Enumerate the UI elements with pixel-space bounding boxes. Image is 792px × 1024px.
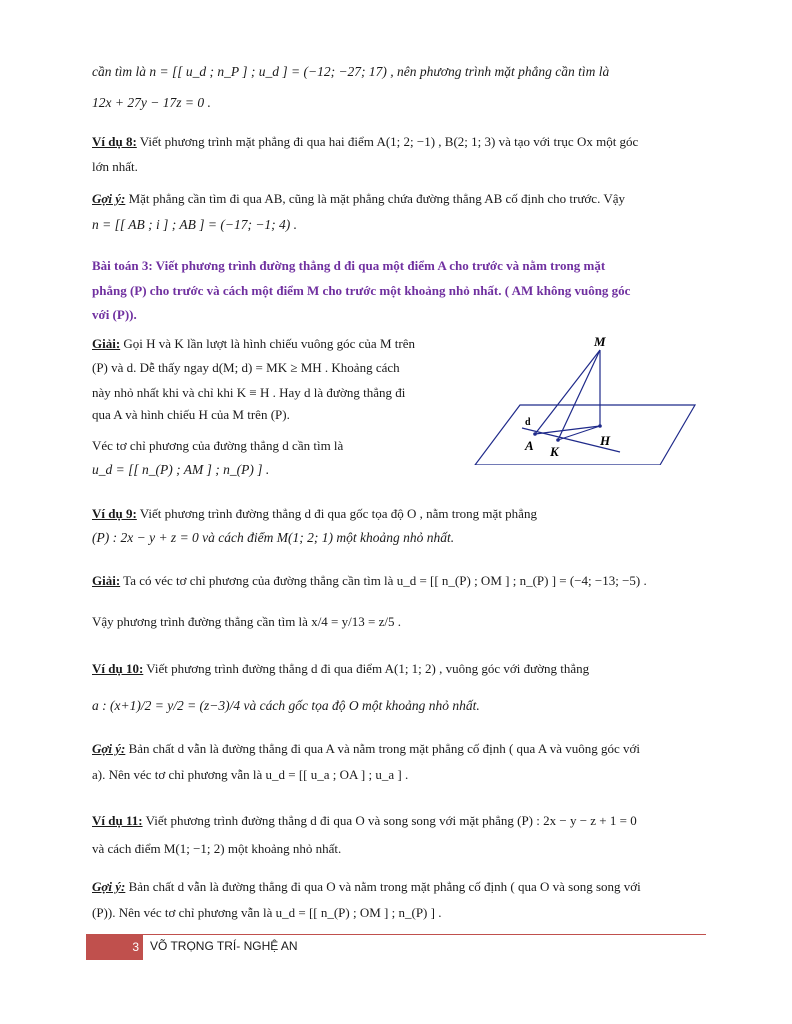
text-line: (P)). Nên véc tơ chỉ phương vẫn là u_d = [[ n_(P) ; OM ] ; n_(P) ] .	[92, 905, 442, 920]
solution-line: (P) và d. Dễ thấy ngay d(M; d) = MK ≥ MH . Khoảng cách	[92, 360, 400, 375]
segment-ma	[535, 350, 600, 434]
label-m: M	[594, 334, 606, 349]
example-label: Ví dụ 9:	[92, 506, 137, 521]
equation-line: a : (x+1)/2 = y/2 = (z−3)/4 và cách gốc tọa độ O một khoảng nhỏ nhất.	[92, 698, 480, 713]
solution-9: Giải: Ta có véc tơ chỉ phương của đường thẳng cần tìm là u_d = [[ n_(P) ; OM ] ; n_(P) ] = (−4; −13; −5) .	[92, 573, 647, 588]
point-h	[598, 424, 602, 428]
footer-rule	[86, 934, 706, 935]
example-9: Ví dụ 9: Viết phương trình đường thẳng d đi qua gốc tọa độ O , nằm trong mặt phẳng	[92, 506, 537, 521]
text-line: lớn nhất.	[92, 159, 138, 174]
page-number: 3	[132, 940, 139, 954]
text-line: cần tìm là n = [[ u_d ; n_P ] ; u_d ] = (−12; −27; 17) , nên phương trình mặt phẳng cần tìm là	[92, 64, 610, 79]
geometry-figure	[470, 330, 700, 465]
label-d: d	[525, 417, 531, 428]
label-k: K	[550, 444, 559, 459]
hint-11: Gợi ý: Bản chất d vẫn là đường thẳng đi qua O và nằm trong mặt phẳng cố định ( qua O và song song với	[92, 879, 641, 894]
label-h: H	[600, 433, 611, 448]
equation-line: u_d = [[ n_(P) ; AM ] ; n_(P) ] .	[92, 462, 270, 477]
problem-3-heading: Bài toán 3: Viết phương trình đường thẳng d đi qua một điểm A cho trước và nằm trong mặt	[92, 258, 606, 273]
example-label: Ví dụ 8:	[92, 134, 137, 149]
hint-label: Gợi ý:	[92, 741, 126, 756]
solution-line: này nhỏ nhất khi và chỉ khi K ≡ H . Hay d là đường thẳng đi	[92, 385, 406, 400]
label-a: A	[525, 438, 534, 453]
equation-line: 12x + 27y − 17z = 0 .	[92, 95, 211, 110]
equation-line: n = [[ AB ; i ] ; AB ] = (−17; −1; 4) .	[92, 217, 298, 232]
text-line: và cách điểm M(1; −1; 2) một khoảng nhỏ nhất.	[92, 841, 342, 856]
example-10: Ví dụ 10: Viết phương trình đường thẳng d đi qua điểm A(1; 1; 2) , vuông góc với đường thẳng	[92, 661, 590, 676]
example-8: Ví dụ 8: Viết phương trình mặt phẳng đi qua hai điểm A(1; 2; −1) , B(2; 1; 3) và tạo với trục Ox một góc	[92, 134, 639, 149]
solution-line: qua A và hình chiếu H của M trên (P).	[92, 407, 290, 422]
solution-label: Giải:	[92, 336, 121, 351]
footer-author: VÕ TRỌNG TRÍ- NGHỆ AN	[150, 939, 298, 953]
point-k	[556, 438, 560, 442]
example-11: Ví dụ 11: Viết phương trình đường thẳng d đi qua O và song song với mặt phẳng (P) : 2x − y − z + 1 = 0	[92, 813, 637, 828]
equation-line: Vậy phương trình đường thẳng cần tìm là x/4 = y/13 = z/5 .	[92, 614, 401, 629]
plane-p	[475, 405, 695, 465]
text-line: a). Nên véc tơ chỉ phương vẫn là u_d = [[ u_a ; OA ] ; u_a ] .	[92, 767, 409, 782]
hint-10: Gợi ý: Bản chất d vẫn là đường thẳng đi qua A và nằm trong mặt phẳng cố định ( qua A và vuông góc với	[92, 741, 641, 756]
hint-8: Gợi ý: Mặt phẳng cần tìm đi qua AB, cũng là mặt phẳng chứa đường thẳng AB cố định cho trước. Vậy	[92, 191, 625, 206]
problem-3-heading-cont: với (P)).	[92, 307, 137, 322]
hint-label: Gợi ý:	[92, 191, 126, 206]
solution-label: Giải:	[92, 573, 121, 588]
solution-line: Giải: Gọi H và K lần lượt là hình chiếu vuông góc của M trên	[92, 336, 415, 351]
segment-ah	[535, 426, 600, 434]
example-label: Ví dụ 11:	[92, 813, 143, 828]
point-a	[533, 432, 537, 436]
text-line: (P) : 2x − y + z = 0 và cách điểm M(1; 2; 1) một khoảng nhỏ nhất.	[92, 530, 455, 545]
problem-3-heading-cont: phẳng (P) cho trước và cách một điểm M cho trước một khoảng nhỏ nhất. ( AM không vuông góc	[92, 283, 631, 298]
hint-label: Gợi ý:	[92, 879, 126, 894]
example-label: Ví dụ 10:	[92, 661, 144, 676]
solution-line: Véc tơ chỉ phương của đường thẳng d cần tìm là	[92, 438, 344, 453]
